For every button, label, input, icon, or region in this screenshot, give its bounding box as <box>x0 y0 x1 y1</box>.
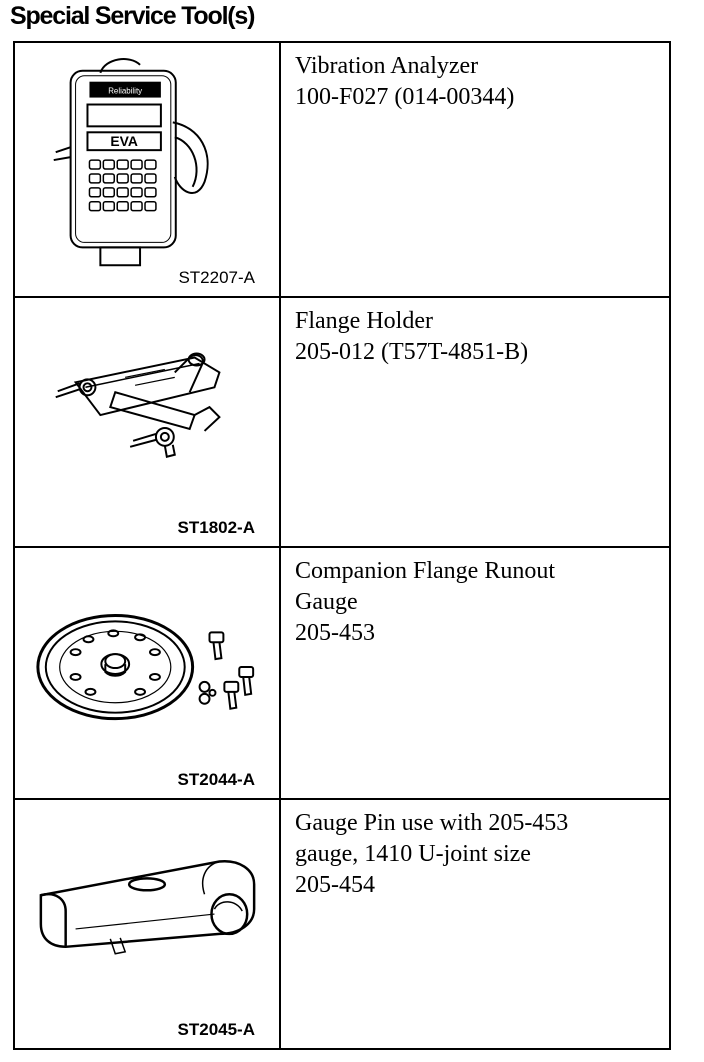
tool-name: Vibration Analyzer <box>295 53 479 79</box>
tool-image-cell <box>14 42 280 297</box>
tool-part-number: 205-454 <box>295 872 375 898</box>
tool-description-cell <box>280 799 670 1049</box>
vibration-analyzer-illustration <box>15 43 279 296</box>
tool-description-cell <box>280 547 670 799</box>
special-service-tools-table <box>13 41 671 1050</box>
image-code-label: ST2044-A <box>177 770 255 789</box>
image-code-label: ST1802-A <box>177 518 255 537</box>
tool-row <box>14 799 670 1049</box>
svg-text:Reliability: Reliability <box>108 86 143 96</box>
svg-text:EVA: EVA <box>110 133 138 150</box>
tool-name: Gauge Pin use with 205-453 <box>295 810 569 836</box>
tool-row <box>14 42 670 297</box>
page-title: Special Service Tool(s) <box>10 2 255 30</box>
image-code-label: ST2207-A <box>178 268 255 287</box>
tool-description-cell <box>280 297 670 547</box>
image-code-label: ST2045-A <box>177 1020 255 1039</box>
flange-holder-illustration <box>15 298 279 546</box>
tool-part-number: 205-453 <box>295 620 375 646</box>
tool-name: Companion Flange Runout <box>295 558 555 584</box>
tool-row <box>14 547 670 799</box>
tool-description-cell <box>280 42 670 297</box>
gauge-pin-illustration <box>15 800 279 1048</box>
tool-row <box>14 297 670 547</box>
tool-name-continued: Gauge <box>295 589 358 615</box>
tool-image-cell <box>14 799 280 1049</box>
tool-image-cell <box>14 297 280 547</box>
tool-name-continued: gauge, 1410 U-joint size <box>295 841 531 867</box>
tool-name: Flange Holder <box>295 308 433 334</box>
tool-part-number: 205-012 (T57T-4851-B) <box>295 339 529 365</box>
tool-part-number: 100-F027 (014-00344) <box>295 84 515 110</box>
runout-gauge-illustration <box>15 548 279 798</box>
tool-image-cell <box>14 547 280 799</box>
